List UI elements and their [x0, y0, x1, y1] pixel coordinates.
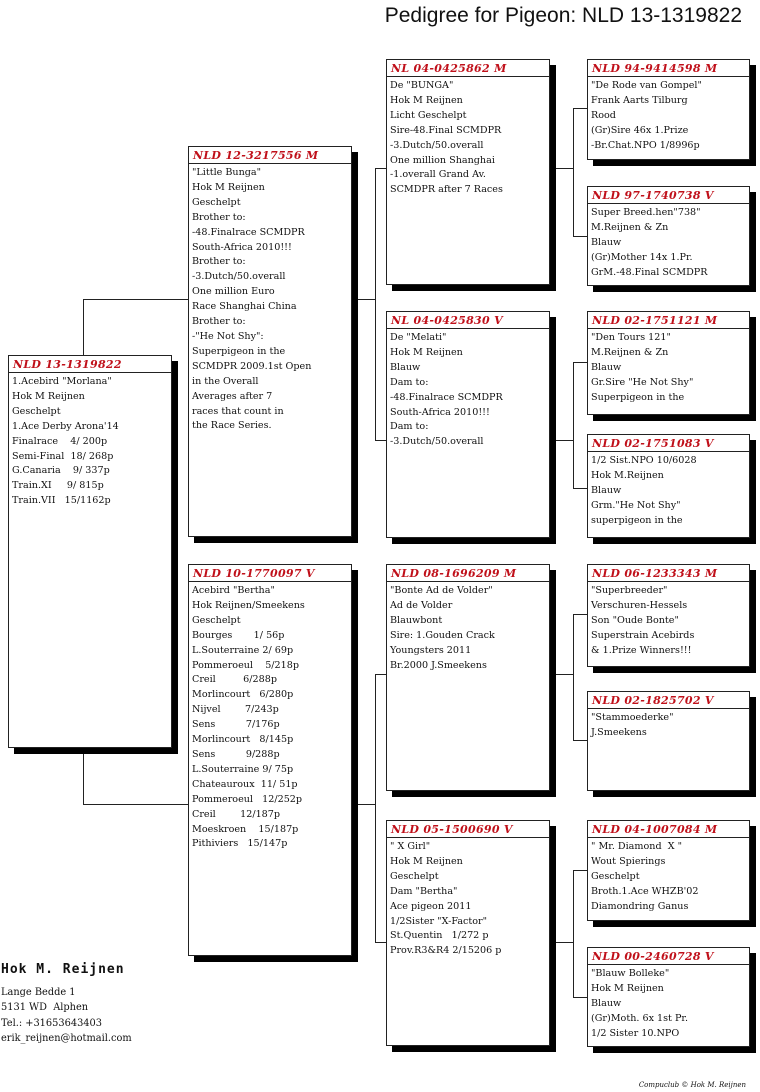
detail-line: Dam "Bertha" [390, 885, 458, 897]
owner-email[interactable]: erik_reijnen@hotmail.com [1, 1032, 132, 1044]
detail-line: "Blauw Bolleke" [591, 968, 670, 979]
connector-line [573, 740, 588, 741]
detail-line: Hok M Reijnen [12, 390, 85, 402]
connector-line [556, 168, 573, 169]
detail-line: Chateauroux 11/ 51p [192, 778, 298, 790]
detail-line: "Den Tours 121" [591, 332, 671, 343]
detail-line: L.Souterraine 9/ 75p [192, 763, 294, 775]
ggp-card[interactable] [587, 311, 750, 415]
connector-line [83, 299, 190, 300]
ggp-card[interactable] [587, 947, 750, 1047]
ring-number: NLD 02-1825702 V [588, 692, 749, 709]
ggp-card[interactable] [587, 820, 750, 921]
detail-line: (Gr)Sire 46x 1.Prize [591, 124, 689, 136]
detail-line: -"He Not Shy": [192, 330, 264, 342]
ring-number: NL 04-0425830 V [387, 312, 549, 329]
detail-line: One million Euro [192, 286, 275, 298]
detail-line: Hok M Reijnen [192, 181, 265, 193]
connector-line [573, 236, 588, 237]
detail-line: " Mr. Diamond X " [591, 841, 682, 852]
connector-line [573, 108, 588, 109]
detail-line: (Gr)Mother 14x 1.Pr. [591, 251, 693, 263]
detail-line: Ad de Volder [390, 599, 453, 611]
detail-line: Dam to: [390, 376, 429, 388]
detail-line: in the Overall [192, 375, 259, 387]
detail-line: Superstrain Acebirds [591, 629, 695, 641]
detail-line: 1/2 Sister 10.NPO [591, 1027, 680, 1039]
ggp-card[interactable] [587, 434, 750, 538]
detail-line: Sire-48.Final SCMDPR [390, 124, 502, 136]
detail-line: -3.Dutch/50.overall [390, 436, 484, 448]
detail-line: "Superbreeder" [591, 585, 668, 596]
pigeon-details [588, 452, 749, 529]
detail-line: Prov.R3&R4 2/15206 p [390, 945, 502, 957]
detail-line: Brother to: [192, 211, 246, 223]
detail-line: Acebird "Bertha" [192, 585, 275, 596]
detail-line: Pommeroeul 5/218p [192, 659, 299, 671]
connector-line [83, 299, 84, 357]
connector-line [358, 804, 375, 805]
detail-line: (Gr)Moth. 6x 1st Pr. [591, 1012, 689, 1024]
connector-line [573, 362, 574, 488]
detail-line: Morlincourt 8/145p [192, 734, 294, 746]
detail-line: Geschelpt [192, 614, 241, 626]
detail-line: "De Rode van Gompel" [591, 80, 702, 91]
pigeon-details [387, 838, 549, 959]
detail-line: Hok M Reijnen [390, 855, 463, 867]
connector-line [573, 362, 588, 363]
detail-line: -Br.Chat.NPO 1/8996p [591, 139, 700, 151]
detail-line: St.Quentin 1/272 p [390, 930, 489, 942]
detail-line: Creil 6/288p [192, 674, 277, 686]
pigeon-details [588, 965, 749, 1042]
detail-line: -1.overall Grand Av. [390, 169, 486, 181]
dam-dam-card[interactable] [386, 820, 550, 1046]
ring-number: NLD 08-1696209 M [387, 565, 549, 582]
detail-line: Super Breed.hen"738" [591, 207, 701, 218]
connector-line [556, 942, 573, 943]
detail-line: "Little Bunga" [192, 167, 262, 178]
detail-line: SCMDPR after 7 Races [390, 184, 503, 196]
detail-line: "Stammoederke" [591, 712, 674, 723]
owner-info [1, 962, 132, 1046]
detail-line: Broth.1.Ace WHZB'02 [591, 885, 699, 897]
detail-line: J.Smeekens [591, 726, 647, 738]
pigeon-details [588, 838, 749, 915]
pigeon-details [387, 582, 549, 673]
detail-line: Superpigeon in the [192, 345, 286, 357]
detail-line: Nijvel 7/243p [192, 704, 279, 716]
detail-line: Rood [591, 109, 616, 121]
detail-line: Brother to: [192, 316, 246, 328]
detail-line: Blauw [591, 997, 622, 1009]
connector-line [573, 488, 588, 489]
owner-address-street: Lange Bedde 1 [1, 987, 76, 998]
pigeon-details [189, 164, 351, 434]
detail-line: Sens 9/288p [192, 748, 280, 760]
detail-line: Licht Geschelpt [390, 109, 467, 121]
detail-line: & 1.Prize Winners!!! [591, 644, 692, 656]
detail-line: G.Canaria 9/ 337p [12, 465, 110, 477]
connector-line [375, 168, 376, 440]
detail-line: Moeskroen 15/187p [192, 823, 299, 835]
subject-pigeon-card[interactable] [8, 355, 172, 748]
detail-line: Youngsters 2011 [390, 644, 472, 656]
detail-line: Son "Oude Bonte" [591, 614, 679, 626]
detail-line: Verschuren-Hessels [591, 599, 688, 611]
connector-line [375, 674, 376, 942]
detail-line: Wout Spierings [591, 855, 666, 867]
detail-line: Dam to: [390, 421, 429, 433]
connector-line [573, 870, 574, 997]
detail-line: Frank Aarts Tilburg [591, 94, 688, 106]
detail-line: Br.2000 J.Smeekens [390, 659, 487, 671]
detail-line: 1.Acebird "Morlana" [12, 376, 112, 387]
detail-line: Race Shanghai China [192, 301, 297, 313]
detail-line: Geschelpt [591, 870, 640, 882]
detail-line: superpigeon in the [591, 514, 683, 526]
detail-line: "Bonte Ad de Volder" [390, 585, 493, 596]
ggp-card[interactable] [587, 691, 750, 791]
connector-line [83, 752, 84, 805]
sire-card[interactable] [188, 146, 352, 537]
detail-line: the Race Series. [192, 420, 272, 432]
detail-line: Hok Reijnen/Smeekens [192, 599, 305, 611]
detail-line: Sens 7/176p [192, 719, 280, 731]
detail-line: SCMDPR 2009.1st Open [192, 360, 312, 372]
detail-line: Train.XI 9/ 815p [12, 480, 104, 492]
detail-line: Blauw [591, 236, 622, 248]
owner-address-city: 5131 WD Alphen [1, 1002, 89, 1014]
detail-line: Blauw [591, 361, 622, 373]
pigeon-details [588, 582, 749, 659]
connector-line [83, 804, 190, 805]
ring-number: NLD 05-1500690 V [387, 821, 549, 838]
detail-line: Finalrace 4/ 200p [12, 435, 108, 447]
detail-line: Bourges 1/ 56p [192, 629, 285, 641]
ggp-card[interactable] [587, 564, 750, 667]
connector-line [556, 674, 573, 675]
detail-line: M.Reijnen & Zn [591, 346, 669, 358]
detail-line: 1.Ace Derby Arona'14 [12, 420, 119, 432]
detail-line: South-Africa 2010!!! [192, 241, 292, 253]
detail-line: Blauw [591, 484, 622, 496]
detail-line: Pommeroeul 12/252p [192, 793, 303, 805]
detail-line: -3.Dutch/50.overall [192, 271, 286, 283]
connector-line [358, 299, 375, 300]
detail-line: Averages after 7 [192, 390, 273, 402]
connector-line [573, 870, 588, 871]
detail-line: Geschelpt [192, 196, 241, 208]
pigeon-details [189, 582, 351, 852]
detail-line: L.Souterraine 2/ 69p [192, 644, 294, 656]
detail-line: Ace pigeon 2011 [390, 900, 472, 912]
ggp-card[interactable] [587, 186, 750, 286]
detail-line: Gr.Sire "He Not Shy" [591, 376, 694, 388]
detail-line: races that count in [192, 405, 284, 417]
ring-number: NLD 94-9414598 M [588, 60, 749, 77]
detail-line: Hok M Reijnen [390, 94, 463, 106]
detail-line: 1/2 Sist.NPO 10/6028 [591, 455, 697, 466]
detail-line: -48.Finalrace SCMDPR [390, 391, 503, 403]
detail-line: Blauw [390, 361, 421, 373]
ring-number: NLD 04-1007084 M [588, 821, 749, 838]
ring-number: NLD 97-1740738 V [588, 187, 749, 204]
detail-line: -48.Finalrace SCMDPR [192, 226, 305, 238]
sire-dam-card[interactable] [386, 311, 550, 538]
ring-number: NLD 06-1233343 M [588, 565, 749, 582]
detail-line: Hok M Reijnen [591, 982, 664, 994]
detail-line: Geschelpt [12, 405, 61, 417]
ring-number: NLD 13-1319822 [9, 356, 171, 373]
detail-line: Morlincourt 6/280p [192, 689, 294, 701]
pigeon-details [9, 373, 171, 509]
pigeon-details [588, 204, 749, 281]
detail-line: South-Africa 2010!!! [390, 406, 490, 418]
detail-line: Blauwbont [390, 614, 443, 626]
detail-line: One million Shanghai [390, 154, 495, 166]
detail-line: De "Melati" [390, 332, 447, 343]
detail-line: Diamondring Ganus [591, 900, 689, 912]
dam-card[interactable] [188, 564, 352, 956]
detail-line: Train.VII 15/1162p [12, 495, 111, 507]
detail-line: M.Reijnen & Zn [591, 221, 669, 233]
detail-line: Sire: 1.Gouden Crack [390, 629, 495, 641]
detail-line: Hok M Reijnen [390, 346, 463, 358]
ring-number: NL 04-0425862 M [387, 60, 549, 77]
detail-line: Superpigeon in the [591, 391, 685, 403]
detail-line: " X Girl" [390, 841, 431, 852]
connector-line [573, 108, 574, 236]
dam-sire-card[interactable] [386, 564, 550, 791]
detail-line: GrM.-48.Final SCMDPR [591, 266, 708, 278]
ring-number: NLD 10-1770097 V [189, 565, 351, 582]
pigeon-details [387, 329, 549, 450]
ring-number: NLD 12-3217556 M [189, 147, 351, 164]
connector-line [573, 997, 588, 998]
ggp-card[interactable] [587, 59, 750, 160]
pigeon-details [588, 709, 749, 741]
detail-line: -3.Dutch/50.overall [390, 139, 484, 151]
ring-number: NLD 02-1751121 M [588, 312, 749, 329]
detail-line: Grm."He Not Shy" [591, 499, 681, 511]
detail-line: De "BUNGA" [390, 80, 454, 91]
connector-line [573, 614, 574, 740]
connector-line [573, 614, 588, 615]
connector-line [556, 440, 573, 441]
pigeon-details [387, 77, 549, 198]
ring-number: NLD 02-1751083 V [588, 435, 749, 452]
detail-line: Brother to: [192, 256, 246, 268]
sire-sire-card[interactable] [386, 59, 550, 285]
detail-line: 1/2Sister "X-Factor" [390, 915, 488, 927]
detail-line: Hok M.Reijnen [591, 469, 664, 481]
owner-phone: Tel.: +31653643403 [1, 1017, 103, 1029]
detail-line: Geschelpt [390, 870, 439, 882]
owner-name: Hok M. Reijnen [1, 962, 125, 977]
page-title: Pedigree for Pigeon: NLD 13-1319822 [384, 4, 742, 27]
pigeon-details [588, 329, 749, 406]
footer-credit: Compuclub © Hok M. Reijnen [638, 1081, 746, 1089]
ring-number: NLD 00-2460728 V [588, 948, 749, 965]
pigeon-details [588, 77, 749, 154]
detail-line: Pithiviers 15/147p [192, 838, 288, 850]
detail-line: Semi-Final 18/ 268p [12, 450, 114, 462]
detail-line: Creil 12/187p [192, 808, 281, 820]
